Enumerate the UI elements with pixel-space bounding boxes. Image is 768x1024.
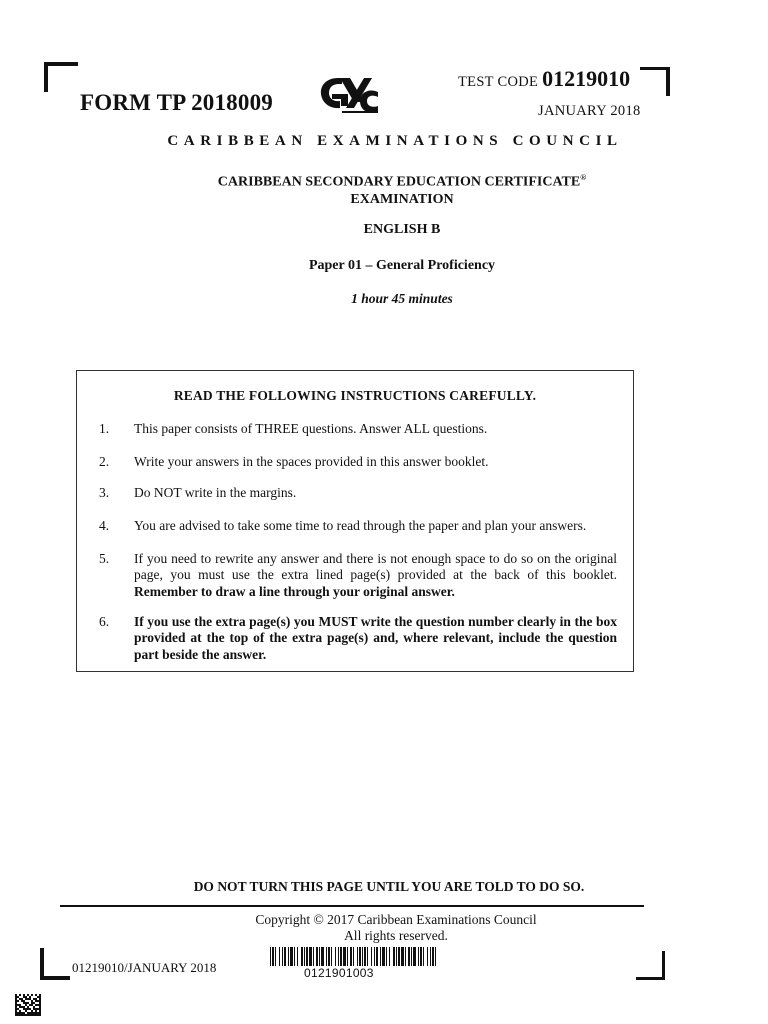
instruction-number: 1. (99, 421, 110, 436)
instruction-text: Do NOT write in the margins. (134, 485, 297, 500)
instruction-text-bold: Remember to draw a line through your original answer. (134, 583, 455, 599)
registered-mark: ® (580, 173, 587, 182)
paper-code: 01219010/JANUARY 2018 (72, 960, 217, 975)
test-code-value: 01219010 (542, 66, 631, 91)
instruction-text-plain: If you need to rewrite any answer and there is not enough space to do so on the original page, you must use the extra lined page(s) provided at the back of this booklet. (134, 551, 617, 583)
corner-mark-top-right (640, 67, 670, 96)
instruction-number: 3. (99, 485, 110, 500)
instructions-box (76, 370, 634, 672)
paper-title: Paper 01 – General Proficiency (308, 258, 496, 273)
data-matrix-icon (15, 994, 41, 1016)
exam-date: JANUARY 2018 (538, 103, 641, 119)
barcode-icon (270, 947, 436, 966)
certificate-line-1: CARIBBEAN SECONDARY EDUCATION CERTIFICATE (217, 174, 581, 190)
corner-mark-bottom-right (636, 951, 665, 980)
copyright (0, 912, 768, 944)
test-code-label: TEST CODE (458, 74, 539, 90)
instruction-text: You are advised to take some time to read through the paper and plan your answers. (134, 518, 587, 533)
instruction-number: 4. (99, 518, 110, 533)
form-number: FORM TP 2018009 (80, 90, 273, 115)
certificate-line-2: EXAMINATION (350, 191, 454, 207)
footer-divider (60, 905, 644, 907)
corner-mark-top-left (44, 62, 78, 92)
copyright-line-1: Copyright © 2017 Caribbean Examinations Council (255, 912, 537, 927)
duration: 1 hour 45 minutes (351, 291, 453, 306)
instruction-text (134, 551, 617, 600)
instruction-text: This paper consists of THREE questions. Answer ALL questions. (134, 421, 488, 436)
instruction-text: Write your answers in the spaces provided in this answer booklet. (134, 454, 489, 469)
instructions-heading: READ THE FOLLOWING INSTRUCTIONS CAREFULLY. (173, 388, 537, 403)
copyright-line-2: All rights reserved. (344, 928, 448, 943)
corner-mark-bottom-left (40, 948, 70, 980)
instruction-number: 6. (99, 614, 110, 629)
barcode-number: 0121901003 (304, 966, 374, 980)
instruction-number: 5. (99, 551, 110, 566)
test-code (458, 66, 630, 92)
certificate-title (0, 169, 768, 208)
do-not-turn-warning: DO NOT TURN THIS PAGE UNTIL YOU ARE TOLD TO DO SO. (193, 879, 585, 894)
subject-title: ENGLISH B (363, 222, 441, 237)
instruction-text-bold: If you use the extra page(s) you MUST write the question number clearly in the box provided at the top of the extra page(s) and, where relevant, include the question part beside the answer. (134, 614, 617, 662)
instruction-number: 2. (99, 454, 110, 469)
cxc-logo-icon (318, 72, 386, 116)
council-name: CARIBBEAN EXAMINATIONS COUNCIL (167, 133, 623, 149)
